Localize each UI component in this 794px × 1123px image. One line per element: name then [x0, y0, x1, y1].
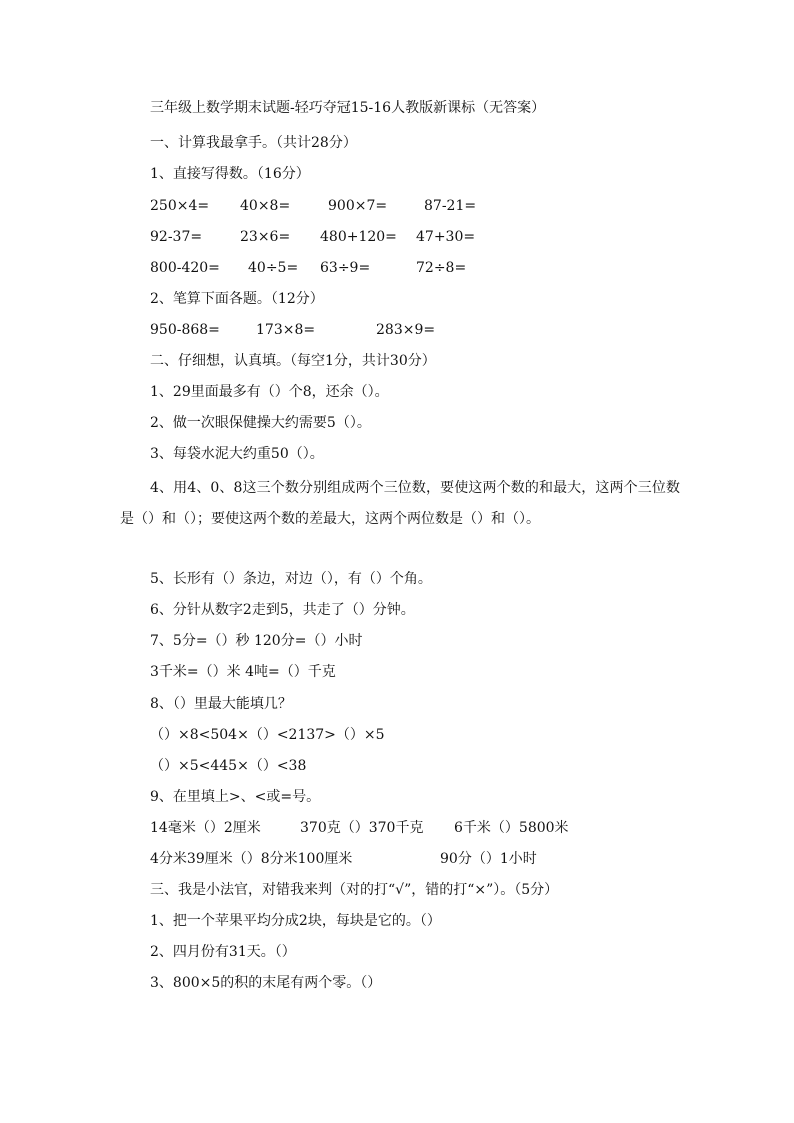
- section2-q8b: （）×5<445×（）<38: [150, 758, 307, 774]
- section3-q3: 3、800×5的积的末尾有两个零。（）: [150, 975, 382, 991]
- calc-item: 900×7=: [328, 198, 388, 214]
- section2-q3: 3、每袋水泥大约重50（）。: [150, 446, 324, 462]
- calc-item: 87-21=: [424, 198, 477, 214]
- section2-heading: 二、仔细想，认真填。（每空1分，共计30分）: [150, 353, 436, 369]
- section2-q9: 9、在里填上>、<或=号。: [150, 789, 321, 805]
- calc-item: 40÷5=: [248, 260, 299, 276]
- section1-heading: 一、计算我最拿手。（共计28分）: [150, 135, 357, 151]
- document-title: 三年级上数学期末试题-轻巧夺冠15-16人教版新课标（无答案）: [150, 100, 546, 116]
- compare-item: 370克（）370千克: [300, 820, 424, 836]
- section3-q2: 2、四月份有31天。（）: [150, 944, 296, 960]
- section3-q1: 1、把一个苹果平均分成2块，每块是它的。（）: [150, 913, 441, 929]
- calc-item: 92-37=: [150, 229, 203, 245]
- section2-q7b: 3千米=（）米 4吨=（）千克: [150, 664, 336, 680]
- compare-item: 90分（）1小时: [440, 851, 537, 867]
- calc-item: 47+30=: [416, 229, 476, 245]
- section2-q2: 2、做一次眼保健操大约需要5（）。: [150, 415, 371, 431]
- calc-item: 72÷8=: [416, 260, 467, 276]
- section2-q8: 8、（）里最大能填几？: [150, 696, 292, 712]
- calc-item: 800-420=: [150, 260, 220, 276]
- section2-q6: 6、分针从数字2走到5，共走了（）分钟。: [150, 602, 415, 618]
- section3-heading: 三、我是小法官，对错我来判（对的打“√”，错的打“×”）。（5分）: [150, 882, 559, 898]
- calc-item: 480+120=: [320, 229, 397, 245]
- section1-q2-label: 2、笔算下面各题。（12分）: [150, 291, 324, 307]
- section2-q5: 5、长形有（）条边，对边（），有（）个角。: [150, 571, 432, 587]
- calc-item: 63÷9=: [320, 260, 371, 276]
- section2-q1: 1、29里面最多有（）个8，还余（）。: [150, 384, 389, 400]
- calc-item: 173×8=: [256, 322, 316, 338]
- section2-q7a: 7、5分=（）秒 120分=（）小时: [150, 633, 363, 649]
- compare-item: 6千米（）5800米: [454, 820, 569, 836]
- calc-item: 250×4=: [150, 198, 210, 214]
- calc-item: 40×8=: [240, 198, 291, 214]
- compare-item: 4分米39厘米（）8分米100厘米: [150, 851, 353, 867]
- section2-q8a: （）×8<504×（）<2137>（）×5: [150, 727, 385, 743]
- section1-q1-label: 1、直接写得数。（16分）: [150, 166, 310, 182]
- calc-item: 23×6=: [240, 229, 291, 245]
- calc-item: 950-868=: [150, 322, 220, 338]
- compare-item: 14毫米（）2厘米: [150, 820, 261, 836]
- section2-q4: 4、用4、0、8这三个数分别组成两个三位数，要使这两个数的和最大，这两个三位数是（）和（）；要使这两个数的差最大，这两个两位数是（）和（）。: [120, 480, 680, 527]
- calc-item: 283×9=: [376, 322, 436, 338]
